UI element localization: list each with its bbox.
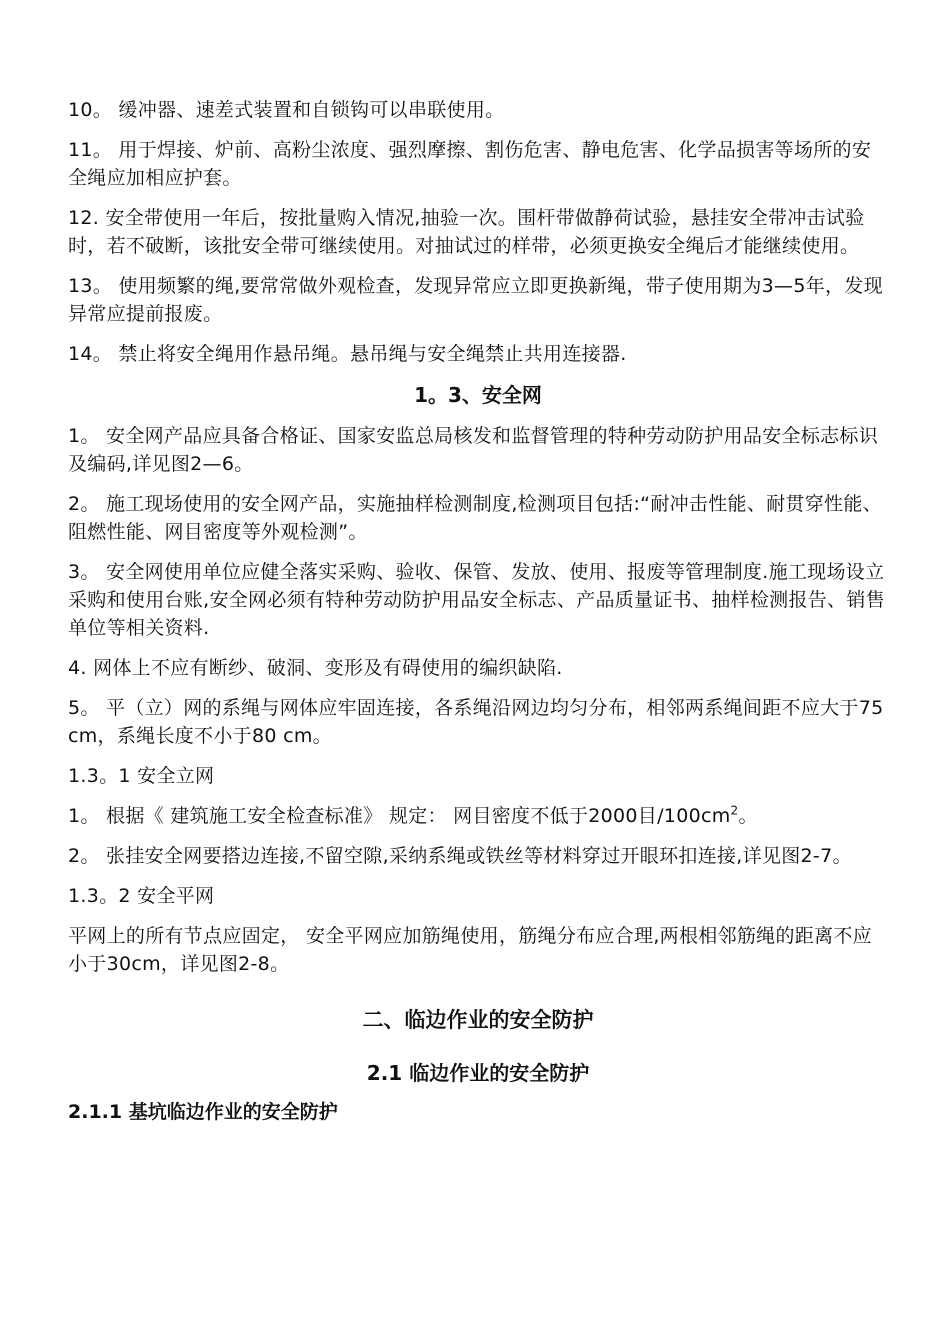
section-heading-safety-net: 1。3、安全网	[414, 383, 542, 407]
section-heading-2-1: 2.1 临边作业的安全防护	[366, 1061, 590, 1085]
net-paragraph-3: 3。 安全网使用单位应健全落实采购、验收、保管、发放、使用、报废等管理制度.施工现场设立采购和使用台账,安全网必须有特种劳动防护用品安全标志、产品质量证书、抽样检测报告、销售单位等相关资料.	[68, 561, 885, 639]
vertical-net-paragraph-1-end: 。	[738, 805, 758, 827]
net-paragraph-2: 2。 施工现场使用的安全网产品，实施抽样检测制度,检测项目包括:“耐冲击性能、耐贯穿性能、阻燃性能、网目密度等外观检测”。	[68, 493, 882, 543]
paragraph-10: 10。 缓冲器、速差式装置和自锁钩可以串联使用。	[68, 99, 505, 121]
superscript-2: 2	[730, 803, 739, 818]
paragraph-12: 12. 安全带使用一年后，按批量购入情况,抽验一次。围杆带做静荷试验，悬挂安全带冲击试验时，若不破断，该批安全带可继续使用。对抽试过的样带，必须更换安全绳后才能继续使用。	[68, 207, 865, 257]
paragraph-11: 11。 用于焊接、炉前、高粉尘浓度、强烈摩擦、割伤危害、静电危害、化学品损害等场所的安全绳应加相应护套。	[68, 139, 872, 189]
chapter-heading: 二、临边作业的安全防护	[362, 1008, 594, 1032]
subsection-heading-2-1-1: 2.1.1 基坑临边作业的安全防护	[68, 1101, 338, 1123]
paragraph-13: 13。 使用频繁的绳,要常常做外观检查，发现异常应立即更换新绳，带子使用期为3—5年，发现异常应提前报废。	[68, 275, 883, 325]
vertical-net-paragraph-1-text: 1。 根据《 建筑施工安全检查标准》 规定： 网目密度不低于2000目/100cm	[68, 805, 731, 827]
document-page	[68, 96, 888, 1126]
subheading-horizontal-net: 1.3。2 安全平网	[68, 885, 215, 907]
paragraph-14: 14。 禁止将安全绳用作悬吊绳。悬吊绳与安全绳禁止共用连接器.	[68, 343, 627, 365]
vertical-net-paragraph-1	[68, 802, 888, 830]
net-paragraph-1: 1。 安全网产品应具备合格证、国家安监总局核发和监督管理的特种劳动防护用品安全标志标识及编码,详见图2—6。	[68, 425, 879, 475]
net-paragraph-5: 5。 平（立）网的系绳与网体应牢固连接，各系绳沿网边均匀分布，相邻两系绳间距不应大于75 cm，系绳长度不小于80 cm。	[68, 697, 884, 747]
vertical-net-paragraph-2: 2。 张挂安全网要搭边连接,不留空隙,采纳系绳或铁丝等材料穿过开眼环扣连接,详见图2-7。	[68, 845, 852, 867]
subheading-vertical-net: 1.3。1 安全立网	[68, 765, 215, 787]
net-paragraph-4: 4. 网体上不应有断纱、破洞、变形及有碍使用的编织缺陷.	[68, 657, 563, 679]
horizontal-net-paragraph: 平网上的所有节点应固定， 安全平网应加筋绳使用，筋绳分布应合理,两根相邻筋绳的距离不应小于30cm，详见图2-8。	[68, 925, 872, 975]
